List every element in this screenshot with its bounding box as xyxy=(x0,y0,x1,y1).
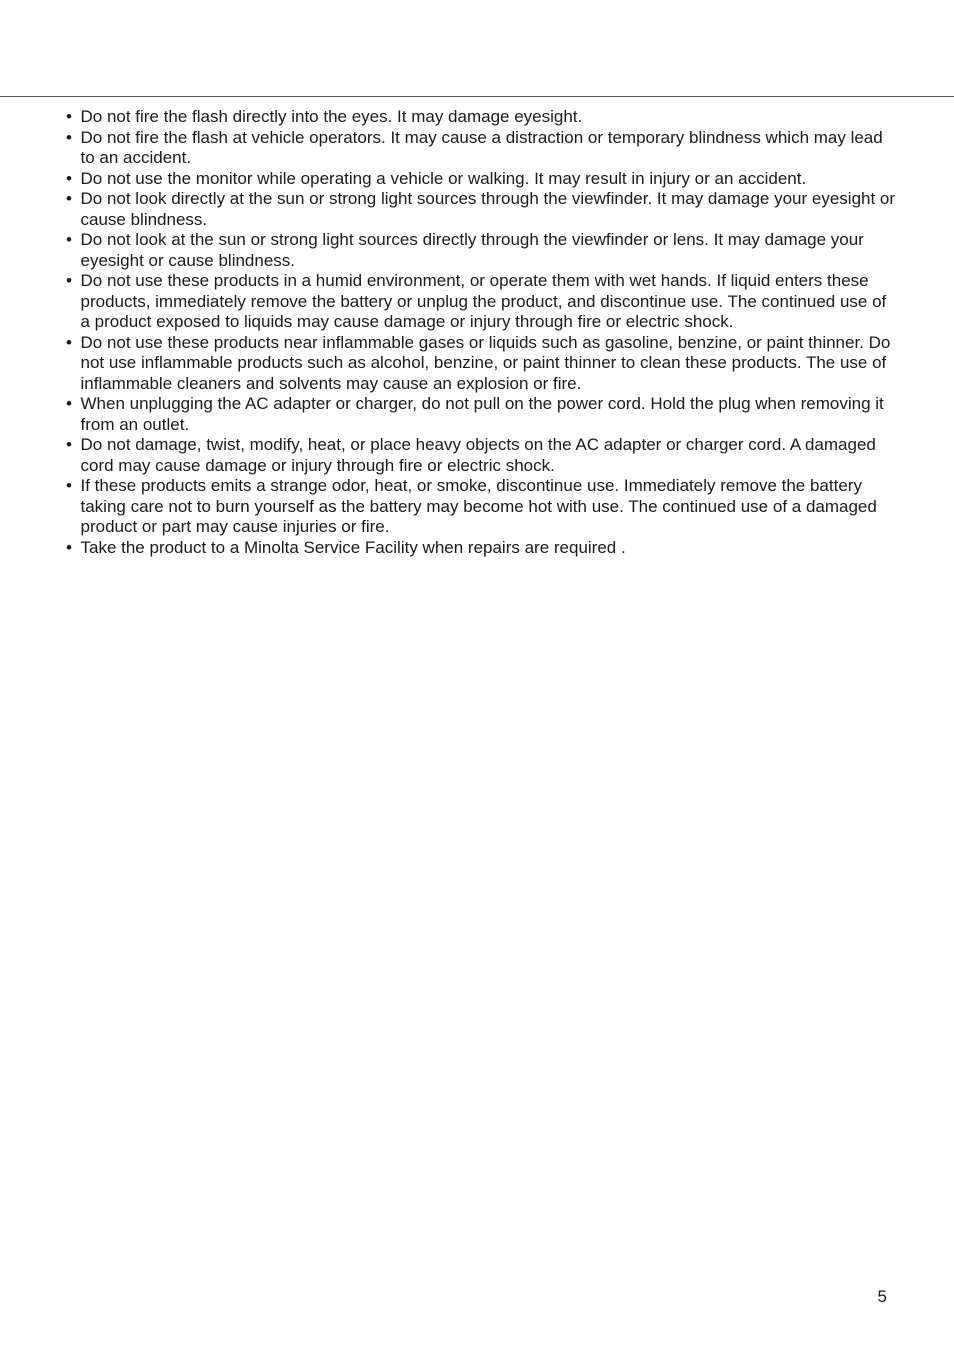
warning-item: • Do not fire the flash at vehicle operators. It may cause a distraction or temporary blindness which may lead to an accident. xyxy=(66,128,896,169)
warning-item: • Do not look directly at the sun or strong light sources through the viewfinder. It may damage your eyesight or cause blindness. xyxy=(66,189,896,230)
warning-item: • When unplugging the AC adapter or charger, do not pull on the power cord. Hold the plug when removing it from an outlet. xyxy=(66,394,896,435)
safety-warning-list xyxy=(66,107,896,558)
warning-item: • Do not damage, twist, modify, heat, or place heavy objects on the AC adapter or charger cord. A damaged cord may cause damage or injury through fire or electric shock. xyxy=(66,435,896,476)
warning-item: • Do not use these products in a humid environment, or operate them with wet hands. If liquid enters these products, immediately remove the battery or unplug the product, and discontinue use. The continued use of a product exposed to liquids may cause damage or injury through fire or electric shock. xyxy=(66,271,896,333)
warning-item: • Do not use the monitor while operating a vehicle or walking. It may result in injury or an accident. xyxy=(66,169,896,190)
page-number: 5 xyxy=(877,1287,887,1306)
warning-item: • Take the product to a Minolta Service Facility when repairs are required . xyxy=(66,538,896,559)
warning-item: • Do not look at the sun or strong light sources directly through the viewfinder or lens. It may damage your eyesight or cause blindness. xyxy=(66,230,896,271)
warning-item: • Do not use these products near inflammable gases or liquids such as gasoline, benzine, or paint thinner. Do not use inflammable products such as alcohol, benzine, or paint thinner to clean these products. The use of inflammable cleaners and solvents may cause an explosion or fire. xyxy=(66,333,896,395)
warning-item: • If these products emits a strange odor, heat, or smoke, discontinue use. Immediately remove the battery taking care not to burn yourself as the battery may become hot with use. The continued use of a damaged product or part may cause injuries or fire. xyxy=(66,476,896,538)
warning-item: • Do not fire the flash directly into the eyes. It may damage eyesight. xyxy=(66,107,896,128)
header-rule xyxy=(0,96,954,97)
